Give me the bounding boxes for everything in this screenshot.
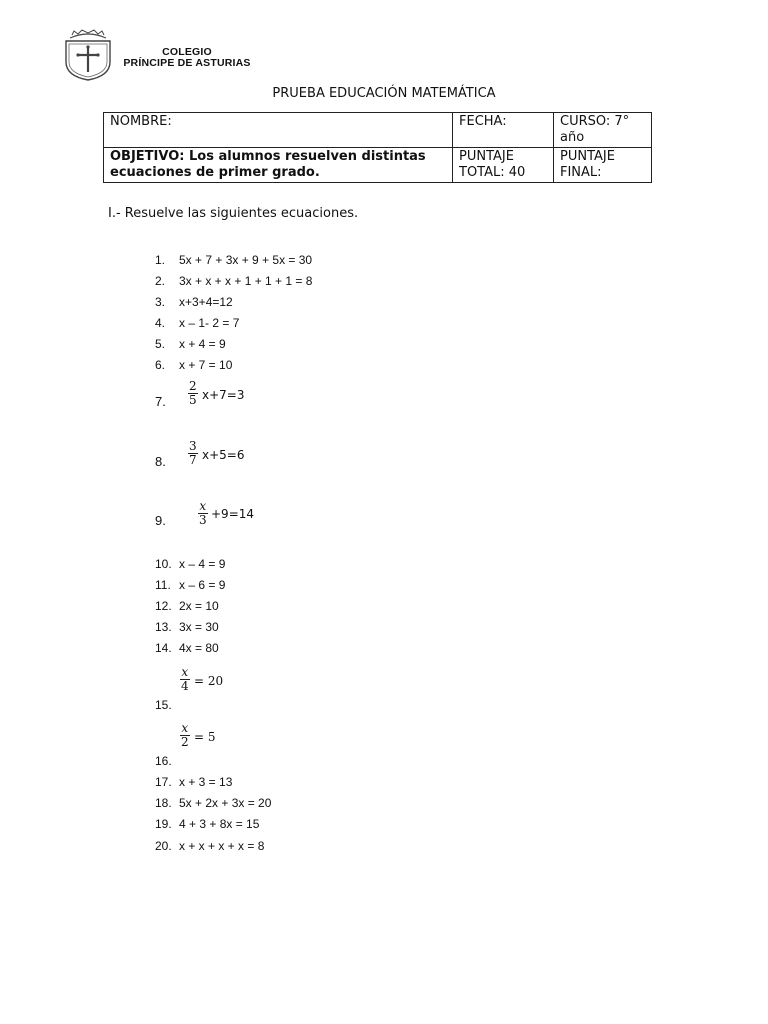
equation-tail: = 20	[194, 674, 224, 688]
equation-text: x – 6 = 9	[179, 578, 226, 592]
instruction-text: I.- Resuelve las siguientes ecuaciones.	[108, 206, 359, 221]
equation-item	[155, 274, 312, 288]
equation-item	[155, 557, 225, 571]
fraction-numerator: x	[181, 665, 189, 679]
objetivo-label: OBJETIVO:	[110, 149, 185, 164]
fraction	[188, 380, 198, 407]
fraction-numerator: x	[199, 499, 207, 513]
equation-item	[155, 817, 259, 831]
fecha-cell: FECHA:	[453, 113, 554, 148]
equation-text: 3x + x + x + 1 + 1 + 1 = 8	[179, 274, 313, 288]
fraction-numerator: x	[181, 721, 189, 735]
equation-number: 17.	[155, 775, 172, 789]
fraction-numerator: 3	[189, 439, 197, 453]
info-row-1	[104, 113, 652, 148]
equation-number: 15.	[155, 698, 172, 712]
equation-number: 6.	[155, 358, 166, 372]
fraction-denominator: 3	[199, 513, 207, 527]
student-info-table	[103, 112, 652, 183]
equation-number: 9.	[155, 513, 166, 528]
equation-item	[155, 295, 233, 309]
fraction-denominator: 4	[181, 679, 189, 693]
fraction	[180, 666, 190, 693]
equation-tail: x+5=6	[202, 448, 245, 462]
equation-item	[155, 775, 232, 789]
equation-number: 4.	[155, 316, 166, 330]
equation-item	[155, 358, 232, 372]
equation-number: 7.	[155, 394, 166, 409]
page-title: PRUEBA EDUCACIÓN MATEMÁTICA	[272, 86, 496, 101]
equation-text: 5x + 2x + 3x = 20	[179, 796, 272, 810]
equation-item	[155, 796, 271, 810]
equation-text: x + 7 = 10	[179, 358, 233, 372]
equation-number: 13.	[155, 620, 172, 634]
equation-text: 3x = 30	[179, 620, 219, 634]
equation-tail: +9=14	[211, 507, 255, 521]
equation-number: 5.	[155, 337, 166, 351]
equation-text: x + 3 = 13	[179, 775, 233, 789]
equation-text: x – 4 = 9	[179, 557, 226, 571]
equation-text: 4 + 3 + 8x = 15	[179, 817, 260, 831]
equation-number: 1.	[155, 253, 166, 267]
equation-number: 12.	[155, 599, 172, 613]
equation-number: 3.	[155, 295, 166, 309]
info-row-2	[104, 148, 652, 183]
equation-item	[155, 316, 239, 330]
equation-text: x+3+4=12	[179, 295, 233, 309]
curso-cell: CURSO: 7° año	[554, 113, 652, 148]
equation-text: x + 4 = 9	[179, 337, 226, 351]
puntaje-total-cell: PUNTAJE TOTAL: 40	[453, 148, 554, 183]
equation-text: 5x + 7 + 3x + 9 + 5x = 30	[179, 253, 313, 267]
school-line-2: PRÍNCIPE DE ASTURIAS	[123, 57, 251, 69]
school-crest-logo	[62, 28, 114, 82]
school-name	[118, 47, 256, 69]
equation-number: 20.	[155, 839, 172, 853]
equation-item	[155, 578, 225, 592]
fraction-denominator: 5	[189, 393, 197, 407]
equation-tail: = 5	[194, 730, 216, 744]
equation-item	[155, 337, 226, 351]
equation-number: 16.	[155, 754, 172, 768]
fraction	[188, 440, 198, 467]
equation-number: 14.	[155, 641, 172, 655]
fraction-denominator: 7	[189, 453, 197, 467]
equation-text: 2x = 10	[179, 599, 219, 613]
equation-item	[155, 641, 219, 655]
equation-number: 11.	[155, 578, 171, 592]
equation-number: 19.	[155, 817, 172, 831]
equation-text: 4x = 80	[179, 641, 219, 655]
equation-text: x + x + x + x = 8	[179, 839, 265, 853]
school-line-1: COLEGIO	[162, 46, 212, 58]
equation-item	[155, 839, 264, 853]
equation-number: 18.	[155, 796, 172, 810]
equation-text: x – 1- 2 = 7	[179, 316, 240, 330]
objetivo-text: Los alumnos resuelven distintas ecuaciones de primer grado.	[110, 149, 426, 180]
fraction	[180, 722, 190, 749]
puntaje-final-cell: PUNTAJE FINAL:	[554, 148, 652, 183]
equation-item	[155, 599, 219, 613]
nombre-cell: NOMBRE:	[104, 113, 453, 148]
equation-item	[155, 620, 219, 634]
equation-tail: x+7=3	[202, 388, 245, 402]
equation-number: 10.	[155, 557, 172, 571]
fraction-numerator: 2	[189, 379, 197, 393]
equation-number: 8.	[155, 454, 166, 469]
equation-item	[155, 253, 312, 267]
equation-number: 2.	[155, 274, 166, 288]
objetivo-cell	[104, 148, 453, 183]
fraction	[198, 500, 208, 527]
fraction-denominator: 2	[181, 735, 189, 749]
